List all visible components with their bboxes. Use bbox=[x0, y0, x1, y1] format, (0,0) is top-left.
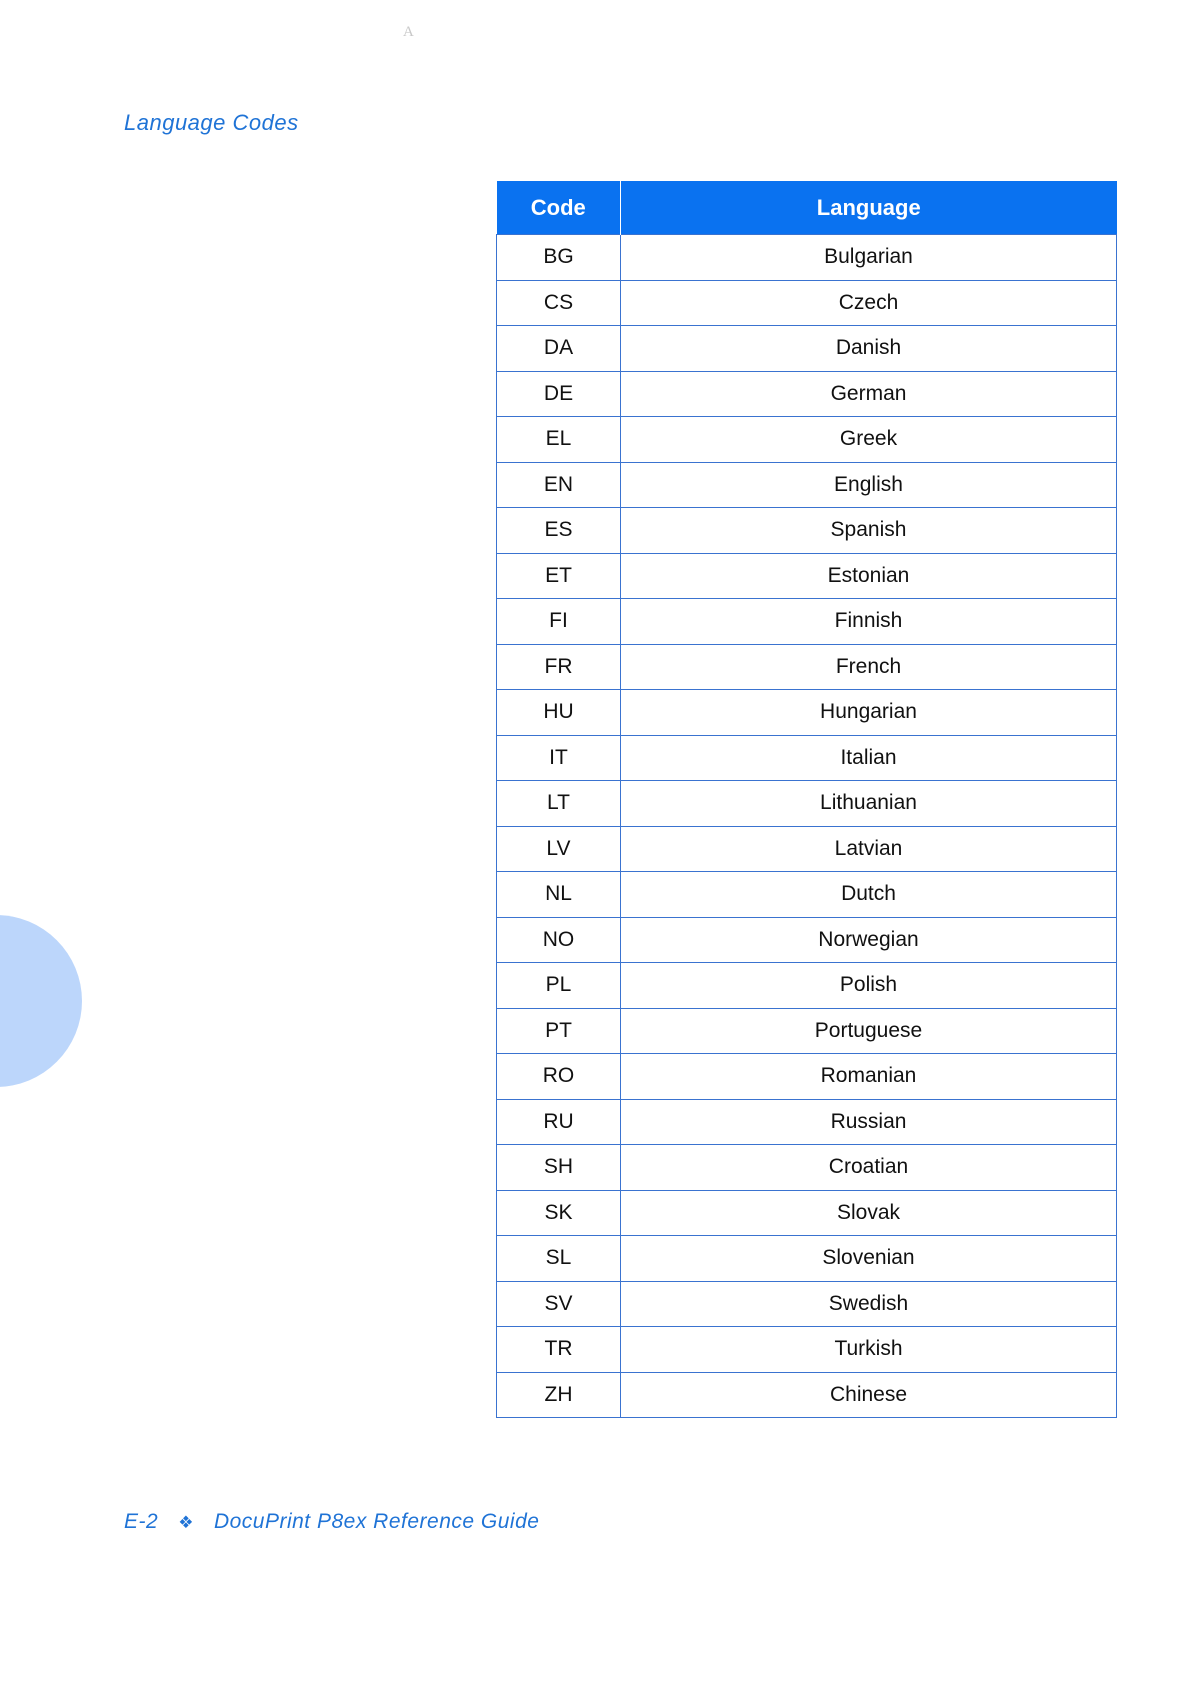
table-row bbox=[497, 644, 1117, 690]
language-name-cell: Swedish bbox=[621, 1281, 1117, 1327]
table-row bbox=[497, 599, 1117, 645]
language-code-cell: NL bbox=[497, 872, 621, 918]
language-name-cell: English bbox=[621, 462, 1117, 508]
language-code-cell: ES bbox=[497, 508, 621, 554]
column-header-language: Language bbox=[621, 182, 1117, 235]
language-code-cell: CS bbox=[497, 280, 621, 326]
footer-page-number: E-2 bbox=[124, 1510, 159, 1533]
language-code-cell: PT bbox=[497, 1008, 621, 1054]
language-name-cell: Norwegian bbox=[621, 917, 1117, 963]
language-name-cell: French bbox=[621, 644, 1117, 690]
table-row bbox=[497, 417, 1117, 463]
column-header-code: Code bbox=[497, 182, 621, 235]
section-title: Language Codes bbox=[124, 110, 299, 135]
language-name-cell: Slovak bbox=[621, 1190, 1117, 1236]
language-code-cell: FR bbox=[497, 644, 621, 690]
table-row bbox=[497, 326, 1117, 372]
table-row bbox=[497, 1327, 1117, 1373]
table-row bbox=[497, 280, 1117, 326]
table-row bbox=[497, 1054, 1117, 1100]
language-code-cell: HU bbox=[497, 690, 621, 736]
table-row bbox=[497, 781, 1117, 827]
language-code-cell: BG bbox=[497, 235, 621, 281]
language-code-cell: RU bbox=[497, 1099, 621, 1145]
table-row bbox=[497, 917, 1117, 963]
language-code-cell: LT bbox=[497, 781, 621, 827]
language-code-cell: SL bbox=[497, 1236, 621, 1282]
table-row bbox=[497, 1008, 1117, 1054]
language-code-cell: ET bbox=[497, 553, 621, 599]
language-name-cell: Polish bbox=[621, 963, 1117, 1009]
table-body bbox=[497, 235, 1117, 1418]
language-name-cell: Slovenian bbox=[621, 1236, 1117, 1282]
language-code-cell: SK bbox=[497, 1190, 621, 1236]
language-name-cell: German bbox=[621, 371, 1117, 417]
language-name-cell: Latvian bbox=[621, 826, 1117, 872]
table-row bbox=[497, 462, 1117, 508]
language-code-cell: EN bbox=[497, 462, 621, 508]
language-code-cell: DA bbox=[497, 326, 621, 372]
table-row bbox=[497, 690, 1117, 736]
language-name-cell: Romanian bbox=[621, 1054, 1117, 1100]
table-row bbox=[497, 872, 1117, 918]
language-code-cell: DE bbox=[497, 371, 621, 417]
language-code-cell: IT bbox=[497, 735, 621, 781]
language-name-cell: Czech bbox=[621, 280, 1117, 326]
language-code-cell: EL bbox=[497, 417, 621, 463]
table-row bbox=[497, 735, 1117, 781]
table-row bbox=[497, 1099, 1117, 1145]
language-code-cell: FI bbox=[497, 599, 621, 645]
language-code-cell: TR bbox=[497, 1327, 621, 1373]
language-code-cell: PL bbox=[497, 963, 621, 1009]
language-name-cell: Turkish bbox=[621, 1327, 1117, 1373]
table-header-row bbox=[497, 182, 1117, 235]
table-row bbox=[497, 235, 1117, 281]
language-name-cell: Spanish bbox=[621, 508, 1117, 554]
language-name-cell: Lithuanian bbox=[621, 781, 1117, 827]
table-row bbox=[497, 1236, 1117, 1282]
table-row bbox=[497, 826, 1117, 872]
language-name-cell: Hungarian bbox=[621, 690, 1117, 736]
table-row bbox=[497, 1145, 1117, 1191]
table-row bbox=[497, 1372, 1117, 1418]
language-name-cell: Italian bbox=[621, 735, 1117, 781]
table-row bbox=[497, 508, 1117, 554]
language-code-cell: ZH bbox=[497, 1372, 621, 1418]
language-code-cell: LV bbox=[497, 826, 621, 872]
language-code-cell: SH bbox=[497, 1145, 621, 1191]
language-name-cell: Dutch bbox=[621, 872, 1117, 918]
language-code-cell: SV bbox=[497, 1281, 621, 1327]
chapter-side-tab bbox=[0, 915, 82, 1087]
language-name-cell: Russian bbox=[621, 1099, 1117, 1145]
language-name-cell: Bulgarian bbox=[621, 235, 1117, 281]
language-code-cell: RO bbox=[497, 1054, 621, 1100]
language-name-cell: Chinese bbox=[621, 1372, 1117, 1418]
footer-guide-title: DocuPrint P8ex Reference Guide bbox=[213, 1510, 540, 1533]
language-name-cell: Greek bbox=[621, 417, 1117, 463]
header-mark: A bbox=[403, 24, 414, 40]
table-row bbox=[497, 1190, 1117, 1236]
language-code-cell: NO bbox=[497, 917, 621, 963]
language-name-cell: Estonian bbox=[621, 553, 1117, 599]
language-name-cell: Danish bbox=[621, 326, 1117, 372]
language-name-cell: Croatian bbox=[621, 1145, 1117, 1191]
language-name-cell: Finnish bbox=[621, 599, 1117, 645]
table-row bbox=[497, 1281, 1117, 1327]
page-footer bbox=[124, 1510, 539, 1534]
language-name-cell: Portuguese bbox=[621, 1008, 1117, 1054]
diamond-separator-icon: ❖ bbox=[178, 1513, 194, 1532]
table-row bbox=[497, 553, 1117, 599]
language-codes-table bbox=[496, 181, 1117, 1418]
table-row bbox=[497, 963, 1117, 1009]
table-row bbox=[497, 371, 1117, 417]
